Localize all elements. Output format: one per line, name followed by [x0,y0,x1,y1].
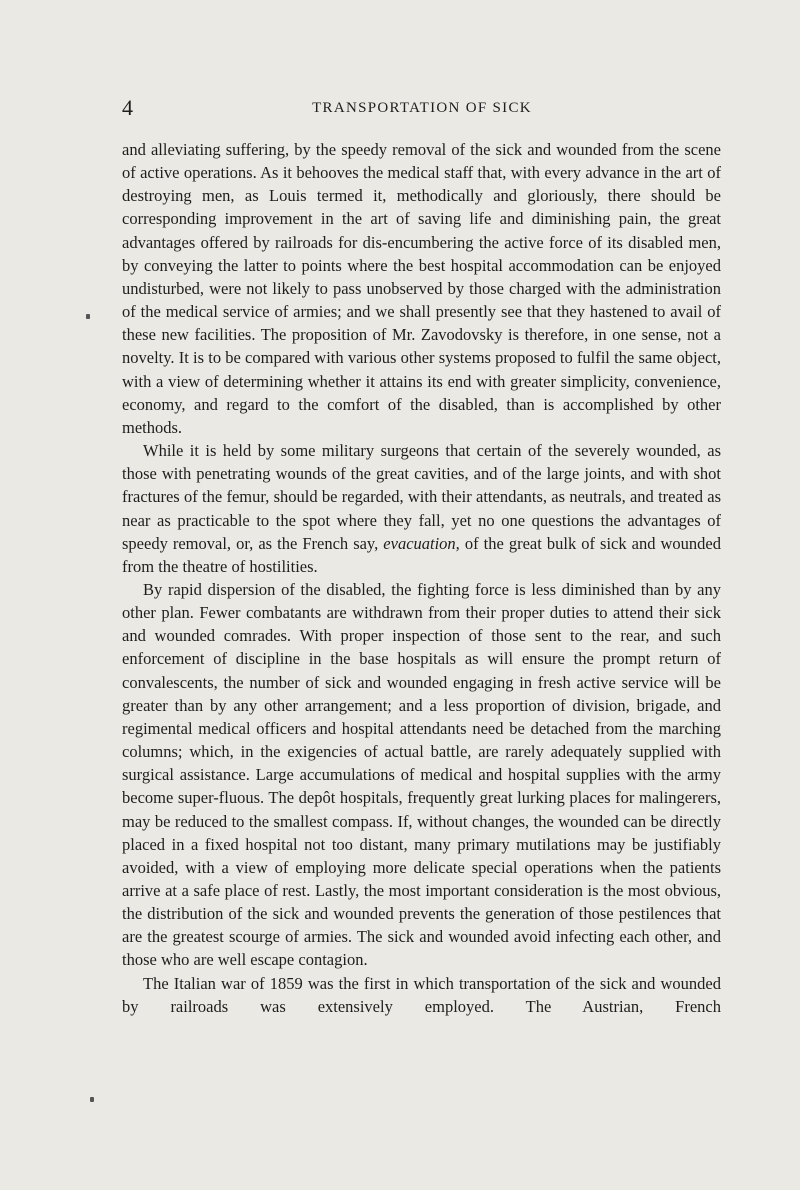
margin-mark [86,314,90,319]
paragraph-1 [122,138,721,439]
margin-mark [90,1097,94,1102]
paragraph-2 [122,439,721,578]
body-text [122,138,721,1018]
paragraph-4 [122,972,721,1018]
paragraph-1-text: and alleviating suffering, by the speedy removal of the sick and wounded from the scene of active operations. As it behooves the medical staff that, with every advance in the art of destroying men, as Louis termed it, methodically and gloriously, there should be corresponding improvement in the art of saving life and diminishing pain, the great advantages offered by railroads for dis-encumbering the active force of its disabled men, by conveying the latter to points where the best hospital accommodation can be enjoyed undisturbed, were not likely to pass unobserved by those charged with the administration of the medical service of armies; and we shall presently see that they hastened to avail of these new facilities. The proposition of Mr. Zavodovsky is therefore, in one sense, not a novelty. It is to be compared with various other systems proposed to fulfil the same object, with a view of determining whether it attains its end with greater simplicity, convenience, economy, and regard to the comfort of the disabled, than is accomplished by other methods. [122,140,721,437]
running-head: TRANSPORTATION OF SICK [312,100,532,116]
paragraph-3-text: By rapid dispersion of the disabled, the fighting force is less diminished than by any other plan. Fewer combatants are withdrawn from their proper duties to attend their sick and wounded comrades. With proper inspection of those sent to the rear, and such enforcement of discipline in the base hospitals as will ensure the prompt return of convalescents, the number of sick and wounded engaging in fresh active service will be greater than by any other arrangement; and a less proportion of division, brigade, and regimental medical officers and hospital attendants need be detached from the marching columns; which, in the exigencies of actual battle, are rarely adequately supplied with surgical assistance. Large accumulations of medical and hospital supplies with the army become super-fluous. The depôt hospitals, frequently great lurking places for malingerers, may be reduced to the smallest compass. If, without changes, the wounded can be directly placed in a fixed hospital not too distant, many primary mutilations may be justifiably avoided, with a view of employing more delicate special operations when the patients arrive at a safe place of rest. Lastly, the most important consideration is the most obvious, the distribution of the sick and wounded prevents the generation of those pestilences that are the greatest scourge of armies. The sick and wounded avoid infecting each other, and those who are well escape contagion. [122,579,721,970]
paragraph-2-text: While it is held by some military surgeons that certain of the severely wounded, as those with penetrating wounds of the great cavities, and of the large joints, and with shot fractures of the femur, should be regarded, with their attendants, as neutrals, and treated as near as practicable to the spot where they fall, yet no one questions the advantages of speedy removal, or, as the French say, [122,441,721,553]
evacuation-italic: evacuation, [383,533,460,553]
paragraph-4-text: The Italian war of 1859 was the first in which transportation of the sick and wounded by railroads was extensively employed. The Austrian, French [122,973,721,1016]
page-number: 4 [122,95,133,120]
page-header [122,96,722,120]
paragraph-2-text-end: of the great bulk of sick and wounded from the theatre of hostilities. [122,533,722,576]
paragraph-3 [122,578,721,972]
